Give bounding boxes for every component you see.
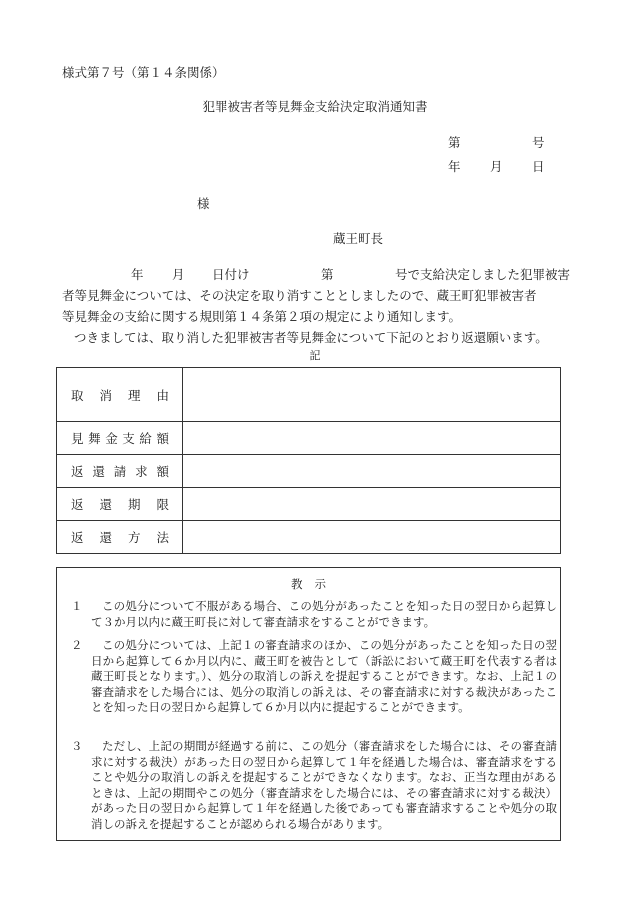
- body-dai: 第: [321, 267, 334, 282]
- instruction-item-text: ただし、上記の期間が経過する前に、この処分（審査請求をした場合には、その審査請求に対する裁決）があった日の翌日から起算して１年を経過した場合は、審査請求をすることや処分の取消しの訴えを提起することができなくなります。なお、正当な理由があるときは、上記の期間やこの処分（審査請求をした場合には、その審査請求に対する裁決）があった日の翌日から起算して１年を経過した後であっても審査請求することや処分の取消しの訴えを提起することが認められる場合があります。: [91, 739, 557, 831]
- body-line-3: [62, 306, 582, 327]
- value-payment-amount: [183, 422, 561, 455]
- label-char: 還: [92, 464, 105, 479]
- label-payment-amount: [57, 422, 183, 455]
- label-char: 限: [156, 497, 169, 512]
- value-cancel-reason: [183, 368, 561, 422]
- instruction-item-text: この処分について不服がある場合、この処分があったことを知った日の翌日から起算して３か月以内に蔵王町長に対して審査請求をすることができます。: [91, 599, 557, 629]
- label-char: 金: [105, 431, 118, 446]
- document-title: 犯罪被害者等見舞金支給決定取消通知書: [202, 99, 428, 114]
- body-line-1: [62, 264, 582, 285]
- body-line-4: [62, 327, 582, 348]
- label-char: 返: [71, 530, 84, 545]
- body-line-3-text: 等見舞金の支給に関する規則第１４条第２項の規定により通知します。: [62, 309, 462, 324]
- label-char: 法: [156, 530, 169, 545]
- label-char: 舞: [88, 431, 101, 446]
- label-char: 還: [99, 497, 112, 512]
- body-line-1-rest: 号で支給決定しました犯罪被害: [395, 267, 571, 282]
- table-row: [57, 368, 561, 422]
- table-row: [57, 455, 561, 488]
- label-char: 求: [135, 464, 148, 479]
- label-char: 請: [113, 464, 127, 479]
- value-refund-deadline: [183, 488, 561, 521]
- label-refund-amount: [57, 455, 183, 488]
- body-line-4-text: つきましては、取り消した犯罪被害者等見舞金について下記のとおり返還願います。: [74, 330, 548, 345]
- label-refund-method: [57, 521, 183, 554]
- label-char: 見: [71, 431, 84, 446]
- label-char: 方: [127, 530, 141, 545]
- instruction-item-text: この処分については、上記１の審査請求のほか、この処分があったことを知った日の翌日から起算して６か月以内に、蔵王町を被告として（訴訟において蔵王町を代表する者は蔵王町長となります。）、処分の取消しの訴えを提起することができます。なお、上記１の審査請求をした場合には、処分の取消しの訴えは、その審査請求に対する裁決があったことを知った日の翌日から起算して６か月以内に提起することができます。: [91, 638, 557, 715]
- body-year: 年: [131, 267, 144, 282]
- label-char: 期: [127, 497, 141, 512]
- label-char: 由: [156, 387, 169, 403]
- body-line-2: [62, 285, 582, 306]
- instruction-item-2: [71, 638, 557, 716]
- label-char: 還: [99, 530, 112, 545]
- sender-name: 蔵王町長: [333, 231, 384, 246]
- instruction-item-3: [71, 739, 557, 833]
- instruction-item-number: ２: [71, 638, 83, 652]
- label-cancel-reason: [57, 368, 183, 422]
- label-char: 理: [127, 387, 141, 403]
- instruction-box: [56, 567, 561, 841]
- value-refund-method: [183, 521, 561, 554]
- label-char: 支: [122, 431, 135, 446]
- notice-body: [62, 264, 582, 348]
- label-char: 取: [71, 387, 84, 403]
- form-number: 様式第７号（第１４条関係）: [62, 65, 225, 80]
- doc-number-dai: 第: [448, 135, 461, 150]
- label-char: 返: [71, 497, 84, 512]
- body-line-2-text: 者等見舞金については、その決定を取り消すこととしましたので、蔵王町犯罪被害者: [62, 288, 537, 303]
- instruction-item-1: [71, 599, 557, 630]
- table-row: [57, 422, 561, 455]
- ki-heading: 記: [309, 349, 321, 362]
- date-month: 月: [490, 159, 503, 174]
- table-row: [57, 521, 561, 554]
- value-refund-amount: [183, 455, 561, 488]
- label-char: 給: [139, 431, 152, 446]
- body-day-attached: 日付け: [212, 267, 250, 282]
- body-month: 月: [172, 267, 185, 282]
- label-char: 消: [99, 387, 112, 403]
- date-year: 年: [448, 159, 461, 174]
- doc-number-go: 号: [532, 135, 545, 150]
- label-char: 返: [71, 464, 84, 479]
- instruction-item-number: １: [71, 599, 83, 613]
- label-char: 額: [156, 464, 169, 479]
- refund-detail-table: [56, 367, 561, 554]
- label-char: 額: [156, 431, 169, 446]
- table-row: [57, 488, 561, 521]
- addressee: 様: [197, 196, 210, 211]
- label-refund-deadline: [57, 488, 183, 521]
- instruction-item-number: ３: [71, 739, 83, 753]
- instruction-title: 教示: [291, 577, 338, 591]
- date-day: 日: [532, 159, 545, 174]
